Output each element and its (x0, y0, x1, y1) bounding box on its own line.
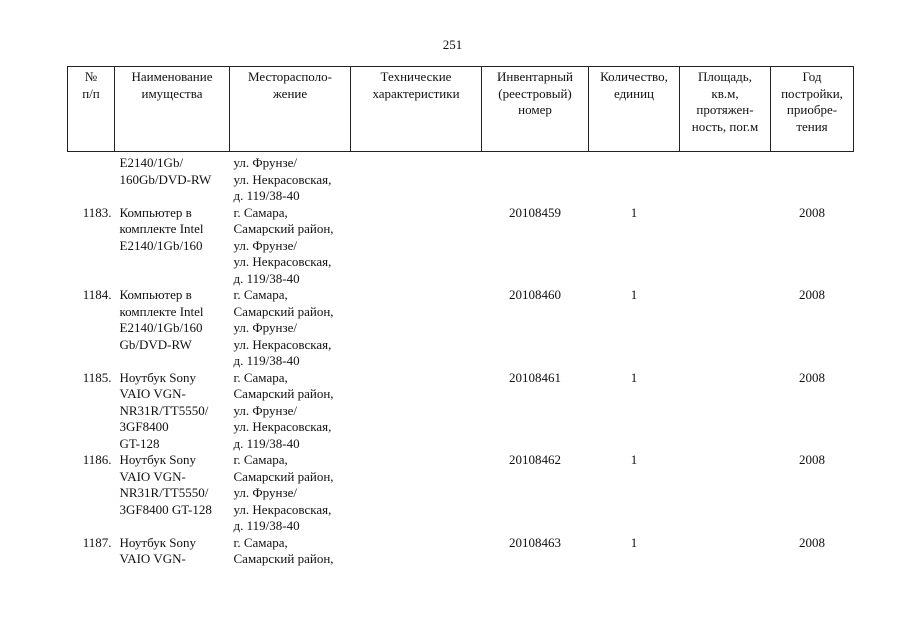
quantity: 1 (630, 287, 638, 302)
property-location: г. Самара, Самарский район, ул. Фрунзе/ ул. Некрасовская, д. 119/38-40 (233, 204, 334, 286)
row-number: 1185. (82, 369, 112, 385)
year: 2008 (799, 287, 825, 302)
inventory-number: 20108461 (509, 369, 561, 385)
inventory-number (482, 152, 589, 205)
header-inventory: Инвентарный (реестровый) номер (482, 67, 589, 152)
table-row (68, 370, 854, 453)
area (680, 205, 771, 288)
header-number: № п/п (68, 67, 115, 152)
table-row (68, 452, 854, 535)
header-area: Площадь, кв.м, протяжен- ность, пог.м (680, 67, 771, 152)
technical-specs (351, 535, 482, 568)
property-name: Ноутбук Sony VAIO VGN- NR31R/TT5550/ 3GF8400 GT-128 (119, 452, 212, 517)
row-number: 1184. (82, 287, 112, 302)
header-quantity: Количество, единиц (589, 67, 680, 152)
property-name: Компьютер в комплекте Intel E2140/1Gb/160 (119, 204, 204, 253)
inventory-number: 20108463 (509, 534, 561, 550)
year (771, 152, 854, 205)
header-year: Год постройки, приобре- тения (771, 67, 854, 152)
area (680, 370, 771, 453)
inventory-number: 20108459 (509, 204, 561, 220)
inventory-number: 20108460 (509, 287, 561, 302)
property-name: Компьютер в комплекте Intel E2140/1Gb/160 Gb/DVD-RW (119, 287, 204, 352)
row-number (68, 152, 115, 205)
table-row (68, 205, 854, 288)
table-row (68, 535, 854, 568)
quantity: 1 (630, 534, 638, 550)
header-tech: Технические характеристики (351, 67, 482, 152)
quantity (589, 152, 680, 205)
header-location: Месторасполо- жение (230, 67, 351, 152)
technical-specs (351, 205, 482, 288)
property-location: г. Самара, Самарский район, ул. Фрунзе/ ул. Некрасовская, д. 119/38-40 (233, 452, 334, 533)
quantity: 1 (630, 369, 638, 385)
property-table (67, 66, 854, 568)
technical-specs (351, 370, 482, 453)
area (680, 535, 771, 568)
area (680, 452, 771, 535)
page-number: 251 (442, 37, 463, 52)
property-location: г. Самара, Самарский район, (233, 534, 334, 566)
inventory-number: 20108462 (509, 452, 561, 467)
year: 2008 (799, 204, 825, 220)
property-location: ул. Фрунзе/ ул. Некрасовская, д. 119/38-40 (233, 155, 332, 203)
header-row (68, 67, 854, 152)
table-body (68, 152, 854, 568)
technical-specs (351, 287, 482, 370)
area (680, 287, 771, 370)
row-number: 1186. (82, 452, 112, 467)
row-number: 1183. (82, 204, 112, 220)
year: 2008 (799, 369, 825, 385)
property-location: г. Самара, Самарский район, ул. Фрунзе/ ул. Некрасовская, д. 119/38-40 (233, 287, 334, 368)
table-row (68, 152, 854, 205)
technical-specs (351, 452, 482, 535)
quantity: 1 (630, 452, 638, 467)
table-header (68, 67, 854, 152)
technical-specs (351, 152, 482, 205)
year: 2008 (799, 534, 825, 550)
property-name: E2140/1Gb/ 160Gb/DVD-RW (119, 155, 212, 187)
area (680, 152, 771, 205)
header-name: Наименование имущества (115, 67, 230, 152)
year: 2008 (799, 452, 825, 467)
property-name: Ноутбук Sony VAIO VGN- NR31R/TT5550/ 3GF8400 GT-128 (119, 369, 209, 451)
property-location: г. Самара, Самарский район, ул. Фрунзе/ ул. Некрасовская, д. 119/38-40 (233, 369, 334, 451)
table-row (68, 287, 854, 370)
property-table-frame (67, 66, 854, 568)
property-name: Ноутбук Sony VAIO VGN- (119, 534, 196, 566)
quantity: 1 (630, 204, 638, 220)
row-number: 1187. (82, 534, 112, 550)
